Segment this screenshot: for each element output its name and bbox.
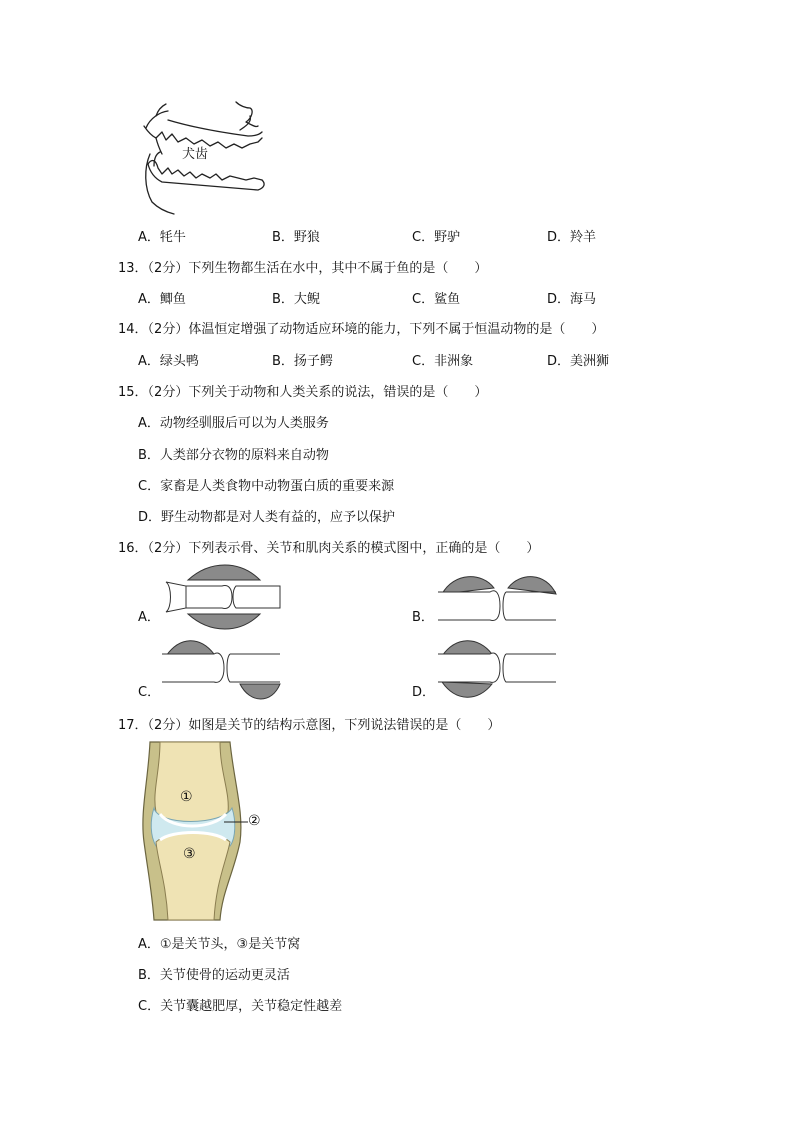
option-letter: A． [138,416,160,431]
option-text: 美洲狮 [570,354,610,369]
q13-option-b[interactable] [272,292,320,308]
q16-diagram-b [434,568,559,628]
option-text: 非洲象 [434,354,474,369]
option-text: 牦牛 [159,230,186,245]
option-letter: A． [138,230,160,245]
question-17-stem: 17．（2分）如图是关节的结构示意图，下列说法错误的是（ ） [118,718,501,733]
q12-option-b[interactable] [272,230,320,246]
option-letter: D． [547,230,571,245]
q12-option-c[interactable] [412,230,460,246]
question-15-stem: 15．（2分）下列关于动物和人类关系的说法，错误的是（ ） [118,385,488,400]
option-text: 野生动物都是对人类有益的，应予以保护 [161,510,396,525]
q16-option-d[interactable]: D． [412,685,436,700]
q16-diagram-c [160,634,285,704]
q14-option-a[interactable] [138,354,199,370]
option-text: 鲫鱼 [159,292,186,307]
q15-option-a[interactable] [138,416,329,432]
option-text: 野狼 [293,230,320,245]
option-letter: C． [138,479,161,494]
joint-structure-figure [138,742,278,922]
option-text: 羚羊 [570,230,597,245]
option-text: 野驴 [434,230,461,245]
q13-option-a[interactable] [138,292,186,308]
option-letter: B． [272,230,294,245]
q16-diagram-a [160,562,285,632]
joint-label-1: ① [180,789,193,805]
option-letter: B． [138,968,160,983]
q12-option-d[interactable] [547,230,596,246]
joint-label-2: ② [248,813,261,829]
q13-option-c[interactable] [412,292,460,308]
q15-option-b[interactable] [138,448,329,464]
option-text: 家畜是人类食物中动物蛋白质的重要来源 [160,479,395,494]
question-16-stem: 16．（2分）下列表示骨、关节和肌肉关系的模式图中，正确的是（ ） [118,541,540,556]
question-14-stem: 14．（2分）体温恒定增强了动物适应环境的能力，下列不属于恒温动物的是（ ） [118,322,605,337]
option-letter: D． [547,292,571,307]
q14-option-c[interactable] [412,354,473,370]
q16-option-b[interactable]: B． [412,610,434,625]
q15-option-d[interactable] [138,510,395,526]
q15-option-c[interactable] [138,479,394,495]
joint-label-3: ③ [183,846,196,862]
q16-diagram-d [434,634,559,704]
option-text: 绿头鸭 [159,354,199,369]
option-letter: A． [138,937,160,952]
option-letter: B． [138,448,160,463]
q16-option-a[interactable]: A． [138,610,160,625]
option-letter: A． [138,354,160,369]
q16-option-c[interactable]: C． [138,685,161,700]
option-letter: B． [272,354,294,369]
option-text: 关节使骨的运动更灵活 [159,968,290,983]
option-text: 动物经驯服后可以为人类服务 [159,416,329,431]
option-text: 海马 [570,292,597,307]
q13-option-d[interactable] [547,292,596,308]
option-text: 关节囊越肥厚，关节稳定性越差 [160,999,343,1014]
option-letter: D． [547,354,571,369]
option-text: ①是关节头，③是关节窝 [159,937,301,952]
canine-label: 犬齿 [182,147,209,162]
option-letter: C． [412,230,435,245]
q14-option-b[interactable] [272,354,333,370]
q17-option-c[interactable] [138,999,342,1015]
option-letter: D． [138,510,162,525]
option-letter: C． [138,999,161,1014]
q17-option-b[interactable] [138,968,290,984]
option-text: 扬子鳄 [293,354,333,369]
q17-option-a[interactable] [138,937,300,953]
question-13-stem: 13．（2分）下列生物都生活在水中，其中不属于鱼的是（ ） [118,261,488,276]
q12-option-a[interactable] [138,230,186,246]
option-letter: C． [412,354,435,369]
option-letter: A． [138,292,160,307]
q14-option-d[interactable] [547,354,609,370]
option-text: 大鲵 [293,292,320,307]
option-letter: B． [272,292,294,307]
option-text: 人类部分衣物的原料来自动物 [159,448,329,463]
option-text: 鲨鱼 [434,292,461,307]
option-letter: C． [412,292,435,307]
